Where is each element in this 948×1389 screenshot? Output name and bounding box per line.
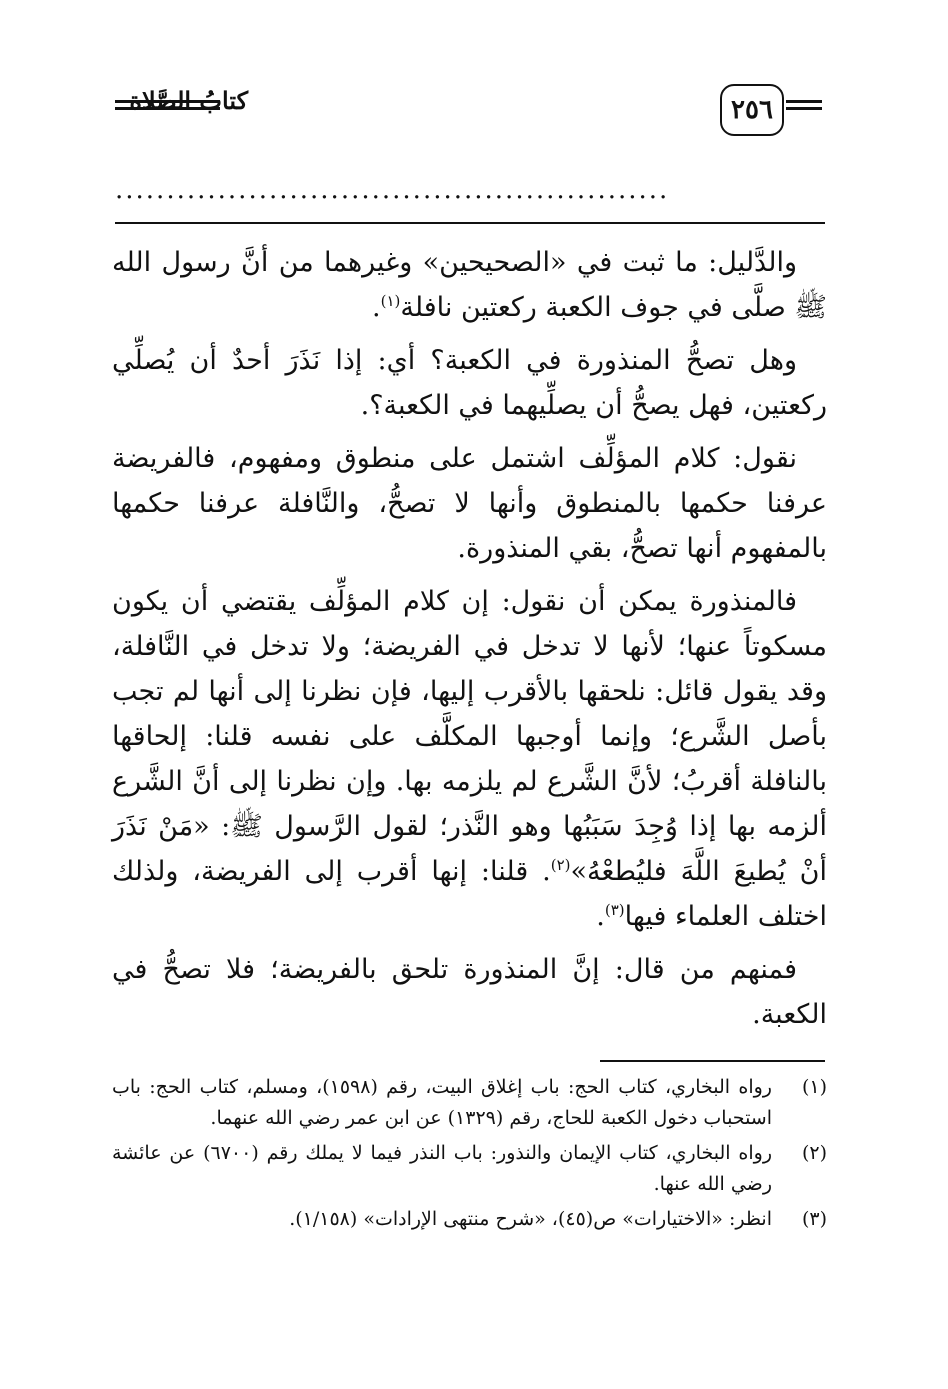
paragraph-1-text: والدَّليل: ما ثبت في «الصحيحين» وغيرهما من أنَّ رسول الله ﷺ صلَّى في جوف الكعبة ركعتين نافلة	[112, 247, 827, 323]
header-divider	[115, 222, 825, 224]
footnote-text: انظر: «الاختيارات» ص(٤٥)، «شرح منتهى الإرادات» (١/١٥٨).	[289, 1208, 772, 1230]
footnote-number: (٢)	[801, 1142, 827, 1164]
footnote-ref-3: (٣)	[604, 901, 625, 919]
footnote-text: رواه البخاري، كتاب الحج: باب إغلاق البيت، رقم (١٥٩٨)، ومسلم، كتاب الحج: باب استحباب دخول الكعبة للحاج، رقم (١٣٢٩) عن ابن عمر رضي الله عنهما.	[112, 1076, 772, 1129]
footnotes	[112, 1072, 827, 1239]
footnote-1	[112, 1072, 827, 1134]
running-head-book-title: كتابُ الصَّلاة	[129, 86, 248, 115]
paragraph-4-text-a: فالمنذورة يمكن أن نقول: إن كلام المؤلِّف يقتضي أن يكون مسكوتاً عنها؛ لأنها لا تدخل في الفريضة؛ ولا تدخل في النَّافلة، وقد يقول قائل: نلحقها بالأقرب إليها، فإن نظرنا إلى أنها لم تجب بأصل الشَّرع؛ وإنما أوجبها المكلَّف على نفسه قلنا: إلحاقها بالنافلة أقربُ؛ لأنَّ الشَّرع لم يلزمه بها. وإن نظرنا إلى أنَّ الشَّرع ألزمه بها إذا وُجِدَ سَبَبُها وهو النَّذر؛ لقول الرَّسول ﷺ: «مَنْ نَذَرَ أنْ يُطيعَ اللَّهَ فليُطعْهُ»	[112, 586, 828, 887]
paragraph-5: فمنهم من قال: إنَّ المنذورة تلحق بالفريضة؛ فلا تصحُّ في الكعبة.	[112, 954, 827, 1030]
paragraph-4-text-b: . قلنا: إنها أقرب إلى الفريضة، ولذلك اختلف العلماء فيها	[112, 856, 827, 932]
footnote-3	[112, 1204, 827, 1235]
footnote-divider	[600, 1060, 825, 1062]
footnote-number: (١)	[801, 1076, 827, 1098]
main-text	[112, 240, 827, 1045]
paragraph-3: نقول: كلام المؤلِّف اشتمل على منطوق ومفهوم، فالفريضة عرفنا حكمها بالمنطوق وأنها لا تصحُّ، والنَّافلة عرفنا حكمها بالمفهوم أنها تصحُّ، بقي المنذورة.	[112, 443, 827, 564]
header-rule-right	[786, 100, 822, 114]
paragraph-1-end: .	[371, 292, 381, 323]
page-number-box	[720, 84, 784, 136]
footnote-2	[112, 1138, 827, 1200]
paragraph-2: وهل تصحُّ المنذورة في الكعبة؟ أي: إذا نَذَرَ أحدٌ أن يُصلِّي ركعتين، فهل يصحُّ أن يصلِّيهما في الكعبة؟.	[112, 345, 827, 421]
header-rule-left	[115, 100, 220, 114]
dotted-separator: ......................................................	[115, 175, 670, 205]
paragraph-4-end: .	[596, 901, 605, 932]
footnote-ref-2: (٢)	[550, 856, 571, 874]
footnote-number: (٣)	[801, 1208, 827, 1230]
footnote-ref-1: (١)	[380, 292, 401, 310]
page-number: ٢٥٦	[731, 95, 773, 125]
paragraph-4	[112, 579, 827, 939]
footnote-text: رواه البخاري، كتاب الإيمان والنذور: باب النذر فيما لا يملك رقم (٦٧٠٠) عن عائشة رضي الله عنها.	[112, 1142, 772, 1195]
paragraph-1	[112, 240, 827, 330]
